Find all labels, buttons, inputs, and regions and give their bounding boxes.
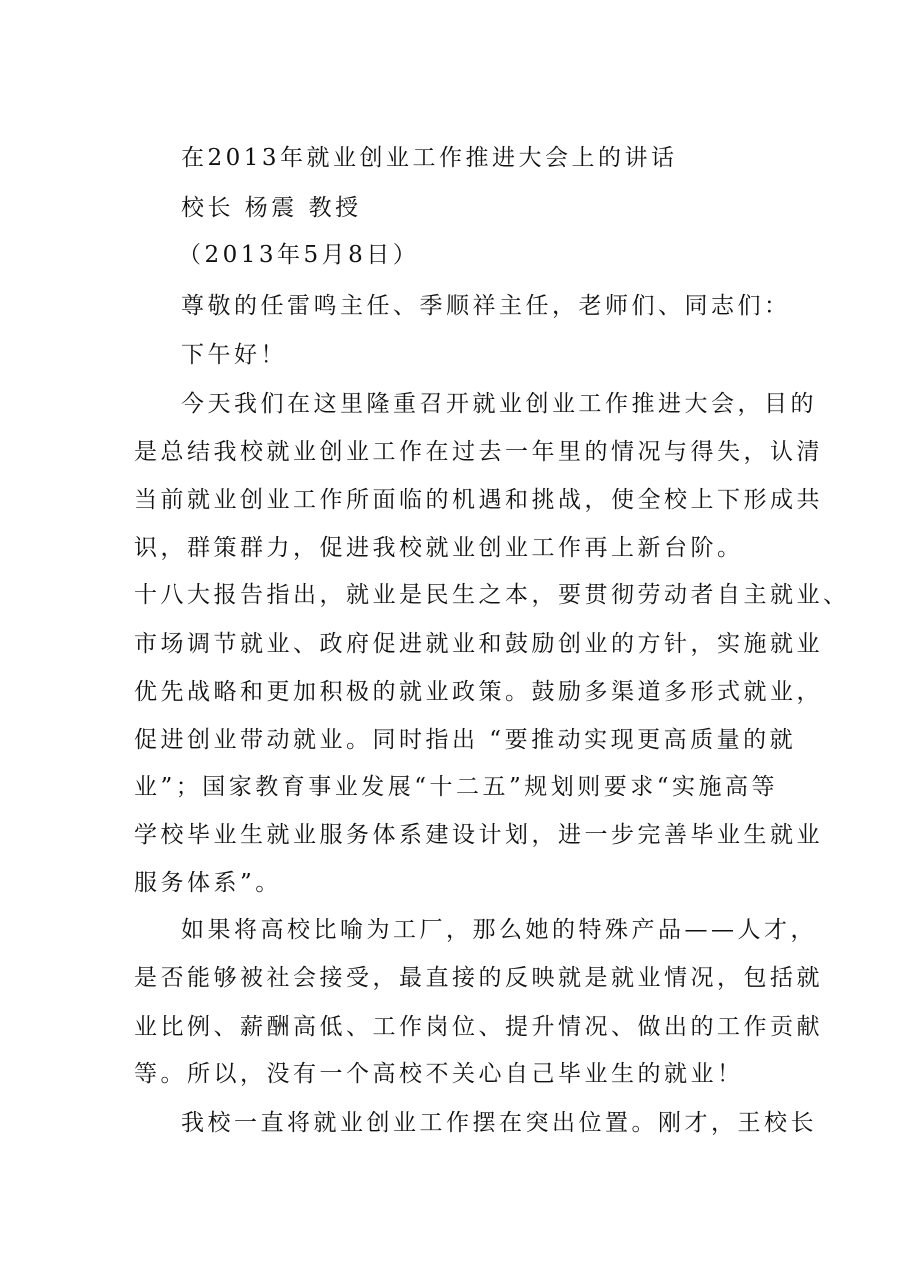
paragraph-2-line: 学校毕业生就业服务体系建设计划，进一步完善毕业生就业 (134, 822, 823, 848)
paragraph-1-line: 是总结我校就业创业工作在过去一年里的情况与得失，认清 (134, 439, 823, 465)
paragraph-4-line: 我校一直将就业创业工作摆在突出位置。刚才，王校长 (181, 1110, 817, 1136)
paragraph-1-line: 识，群策群力，促进我校就业创业工作再上新台阶。 (134, 535, 744, 561)
paragraph-2-line: 优先战略和更加积极的就业政策。鼓励多渠道多形式就业， (134, 679, 823, 705)
paragraph-3-line: 业比例、薪酬高低、工作岗位、提升情况、做出的工作贡献 (134, 1014, 823, 1040)
greeting: 下午好！ (181, 342, 287, 368)
paragraph-2-line: 业”；国家教育事业发展“十二五”规划则要求“实施高等 (134, 774, 779, 800)
paragraph-3-line: 如果将高校比喻为工厂，那么她的特殊产品——人才， (181, 917, 817, 943)
paragraph-3-line: 是否能够被社会接受，最直接的反映就是就业情况，包括就 (134, 965, 823, 991)
salutation: 尊敬的任雷鸣主任、季顺祥主任，老师们、同志们： (181, 293, 791, 319)
document-title: 在2013年就业创业工作推进大会上的讲话 (181, 145, 678, 171)
paragraph-2-line: 市场调节就业、政府促进就业和鼓励创业的方针，实施就业 (134, 631, 823, 657)
paragraph-2-line: 十八大报告指出，就业是民生之本，要贯彻劳动者自主就业、 (134, 582, 850, 608)
paragraph-1-line: 今天我们在这里隆重召开就业创业工作推进大会，目的 (181, 391, 817, 417)
paragraph-3-line: 等。所以，没有一个高校不关心自己毕业生的就业！ (134, 1061, 744, 1087)
paragraph-2-line: 服务体系”。 (134, 870, 282, 896)
date-line: （2013年5月8日） (178, 242, 420, 268)
paragraph-1-line: 当前就业创业工作所面临的机遇和挑战，使全校上下形成共 (134, 487, 823, 513)
author-line: 校长 杨震 教授 (181, 195, 362, 221)
paragraph-2-line: 促进创业带动就业。同时指出 “要推动实现更高质量的就 (134, 727, 797, 753)
